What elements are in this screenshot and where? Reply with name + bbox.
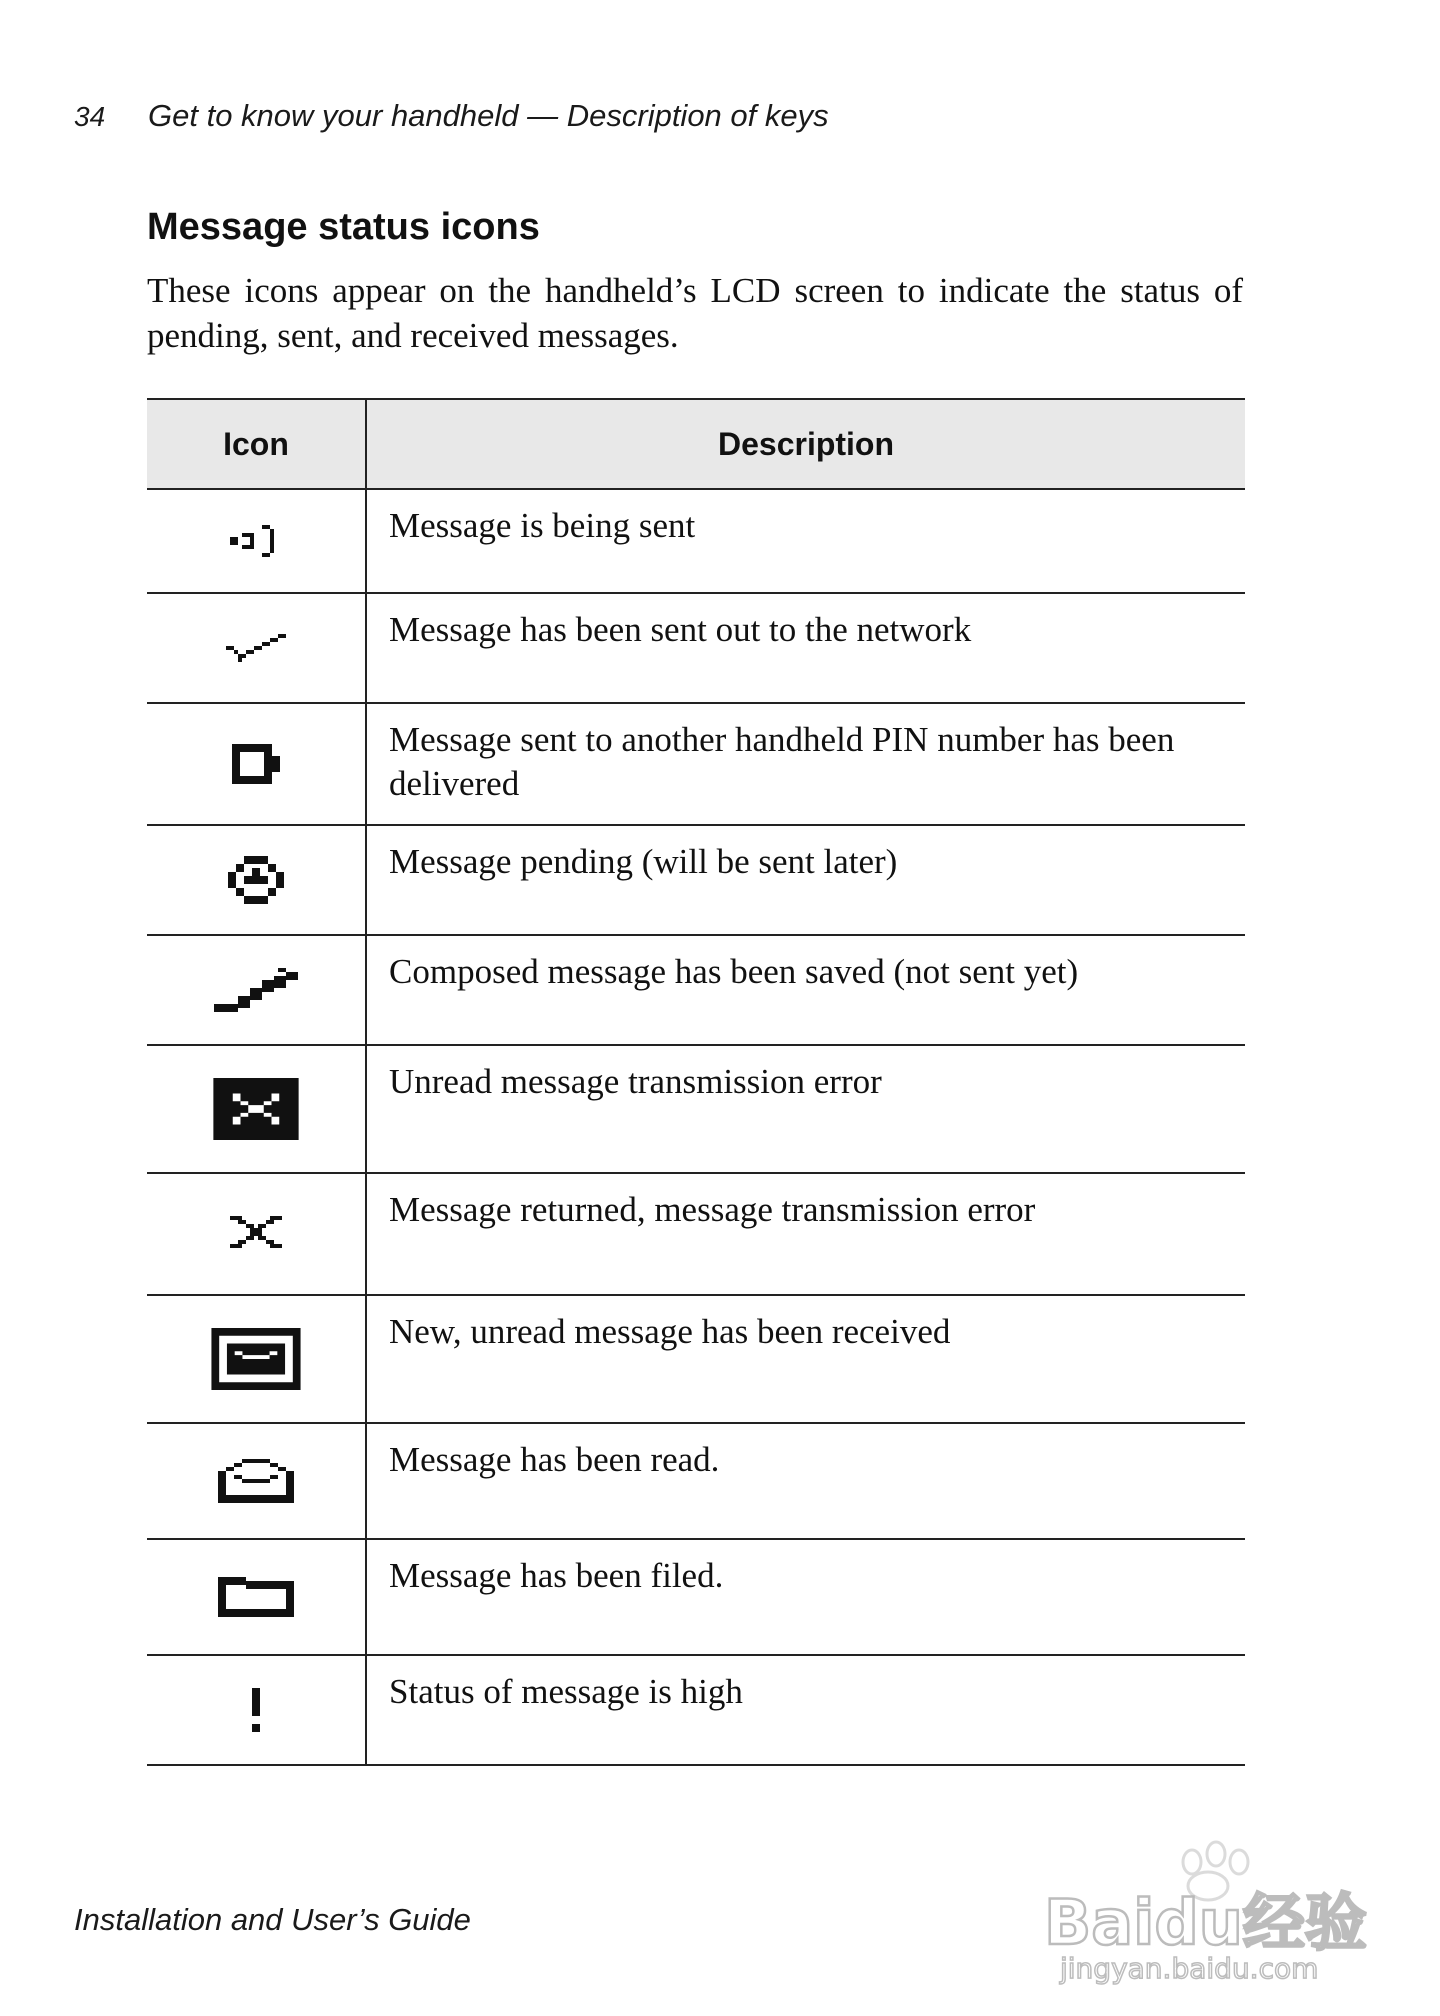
row-description: Message pending (will be sent later) bbox=[366, 825, 1245, 935]
table-row bbox=[147, 825, 1245, 935]
row-description: Message has been sent out to the network bbox=[366, 593, 1245, 703]
running-header bbox=[74, 98, 829, 134]
row-description: New, unread message has been received bbox=[366, 1295, 1245, 1423]
column-header-description: Description bbox=[366, 399, 1245, 489]
pending-clock-icon bbox=[228, 856, 284, 904]
table-row bbox=[147, 1173, 1245, 1295]
sent-checkmark-icon bbox=[226, 630, 286, 666]
table-row bbox=[147, 1655, 1245, 1765]
table-row bbox=[147, 489, 1245, 593]
row-description: Composed message has been saved (not sent yet) bbox=[366, 935, 1245, 1045]
page-number: 34 bbox=[74, 101, 106, 132]
intro-paragraph: These icons appear on the handheld’s LCD screen to indicate the status of pending, sent, and received messages. bbox=[147, 271, 1243, 355]
unread-error-icon bbox=[212, 1078, 300, 1140]
watermark-url: jingyan.baidu.com bbox=[1060, 1952, 1319, 1985]
column-header-icon: Icon bbox=[147, 399, 366, 489]
table-row bbox=[147, 703, 1245, 825]
status-icons-table bbox=[147, 398, 1245, 1766]
table-header-row bbox=[147, 399, 1245, 489]
baidu-watermark-logo bbox=[1040, 1826, 1400, 1986]
table-row bbox=[147, 935, 1245, 1045]
unread-envelope-icon bbox=[210, 1328, 302, 1390]
row-description: Message returned, message transmission error bbox=[366, 1173, 1245, 1295]
table-row bbox=[147, 1295, 1245, 1423]
row-description: Message has been filed. bbox=[366, 1539, 1245, 1655]
table-row bbox=[147, 1045, 1245, 1173]
sending-icon bbox=[230, 521, 282, 561]
table-row bbox=[147, 1423, 1245, 1539]
row-description: Message is being sent bbox=[366, 489, 1245, 593]
section-title: Message status icons bbox=[147, 206, 540, 248]
row-description: Message has been read. bbox=[366, 1423, 1245, 1539]
table-row bbox=[147, 1539, 1245, 1655]
running-title: Get to know your handheld — Description of keys bbox=[148, 98, 829, 133]
delivered-box-icon bbox=[232, 744, 280, 784]
high-priority-icon bbox=[248, 1688, 264, 1732]
filed-folder-icon bbox=[218, 1577, 294, 1617]
returned-x-icon bbox=[230, 1216, 282, 1252]
row-description: Status of message is high bbox=[366, 1655, 1245, 1765]
row-description: Unread message transmission error bbox=[366, 1045, 1245, 1173]
draft-pencil-icon bbox=[214, 968, 298, 1012]
row-description: Message sent to another handheld PIN number has been delivered bbox=[366, 703, 1245, 825]
footer-guide-title: Installation and User’s Guide bbox=[74, 1902, 471, 1937]
table-row bbox=[147, 593, 1245, 703]
read-envelope-icon bbox=[218, 1459, 294, 1503]
watermark-brand: Baidu经验 bbox=[1044, 1886, 1367, 1959]
